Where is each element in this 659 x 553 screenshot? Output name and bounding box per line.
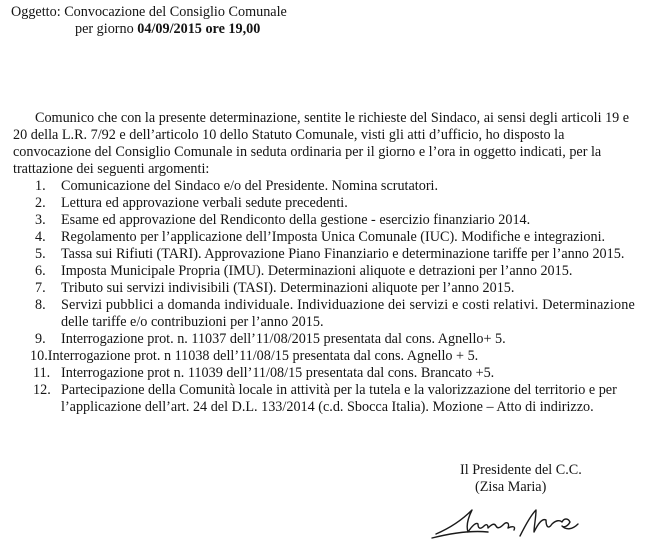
agenda-item	[35, 178, 438, 195]
agenda-text: Comunicazione del Sindaco e/o del Presidente. Nomina scrutatori.	[61, 178, 439, 194]
agenda-text: Partecipazione della Comunità locale in attività per la tutela e la valorizzazione del territorio e per	[61, 382, 617, 398]
agenda-item	[35, 229, 605, 246]
agenda-item	[33, 382, 617, 399]
agenda-item	[35, 263, 572, 280]
agenda-item	[35, 297, 635, 314]
body-line-3: convocazione del Consiglio Comunale in seduta ordinaria per il giorno e l’ora in oggetto indicati, per la	[13, 144, 602, 160]
agenda-number: 7.	[35, 280, 46, 296]
meeting-date-line	[75, 21, 260, 38]
agenda-item	[35, 331, 506, 348]
agenda-text: Imposta Municipale Propria (IMU). Determinazioni aliquote e detrazioni per l’anno 2015.	[61, 263, 573, 279]
agenda-text: Interrogazione prot n. 11039 dell’11/08/15 presentata dal cons. Brancato +5.	[61, 365, 495, 381]
signature-name: (Zisa Maria)	[475, 479, 547, 495]
agenda-number: 10.	[30, 348, 48, 364]
agenda-text: Esame ed approvazione del Rendiconto della gestione - esercizio finanziario 2014.	[61, 212, 531, 228]
agenda-number: 2.	[35, 195, 46, 211]
handwritten-signature	[428, 500, 598, 550]
body-line-4: trattazione dei seguenti argomenti:	[13, 161, 210, 177]
agenda-text: Tributo sui servizi indivisibili (TASI). Determinazioni aliquote per l’anno 2015.	[61, 280, 515, 296]
signature-title: Il Presidente del C.C.	[460, 462, 582, 478]
agenda-item	[30, 348, 478, 365]
agenda-number: 4.	[35, 229, 46, 245]
agenda-text: Interrogazione prot. n 11038 dell’11/08/15 presentata dal cons. Agnello + 5.	[47, 348, 479, 364]
agenda-number: 1.	[35, 178, 46, 194]
agenda-number: 5.	[35, 246, 46, 262]
subject-line: Oggetto: Convocazione del Consiglio Comunale	[11, 4, 287, 20]
agenda-number: 11.	[33, 365, 51, 381]
agenda-item	[35, 212, 530, 229]
agenda-item-continuation: delle tariffe e/o contribuzioni per l’anno 2015.	[61, 314, 324, 330]
agenda-item	[35, 246, 624, 263]
agenda-number: 9.	[35, 331, 46, 347]
agenda-number: 8.	[35, 297, 46, 313]
agenda-text: Lettura ed approvazione verbali sedute precedenti.	[61, 195, 348, 211]
agenda-text: Servizi pubblici a domanda individuale. Individuazione dei servizi e costi relativi. Determinazione	[61, 297, 635, 313]
agenda-text: Regolamento per l’applicazione dell’Imposta Unica Comunale (IUC). Modifiche e integrazioni.	[61, 229, 606, 245]
agenda-text: Interrogazione prot. n. 11037 dell’11/08/2015 presentata dal cons. Agnello+ 5.	[61, 331, 506, 347]
agenda-item	[35, 280, 514, 297]
agenda-item	[35, 195, 348, 212]
agenda-item-continuation: l’applicazione dell’art. 24 del D.L. 133/2014 (c.d. Sbocca Italia). Mozione – Atto di indirizzo.	[61, 399, 594, 415]
meeting-date: 04/09/2015 ore 19,00	[137, 21, 261, 37]
date-prefix: per giorno	[75, 21, 138, 37]
agenda-number: 3.	[35, 212, 46, 228]
agenda-number: 12.	[33, 382, 51, 398]
body-line-1: Comunico che con la presente determinazione, sentite le richieste del Sindaco, ai sensi degli articoli 19 e	[35, 110, 630, 126]
agenda-number: 6.	[35, 263, 46, 279]
agenda-item	[33, 365, 494, 382]
agenda-text: Tassa sui Rifiuti (TARI). Approvazione Piano Finanziario e determinazione tariffe per l’anno 2015.	[61, 246, 625, 262]
body-line-2: 20 della L.R. 7/92 e dell’articolo 10 dello Statuto Comunale, visti gli atti d’ufficio, ho disposto la	[13, 127, 565, 143]
